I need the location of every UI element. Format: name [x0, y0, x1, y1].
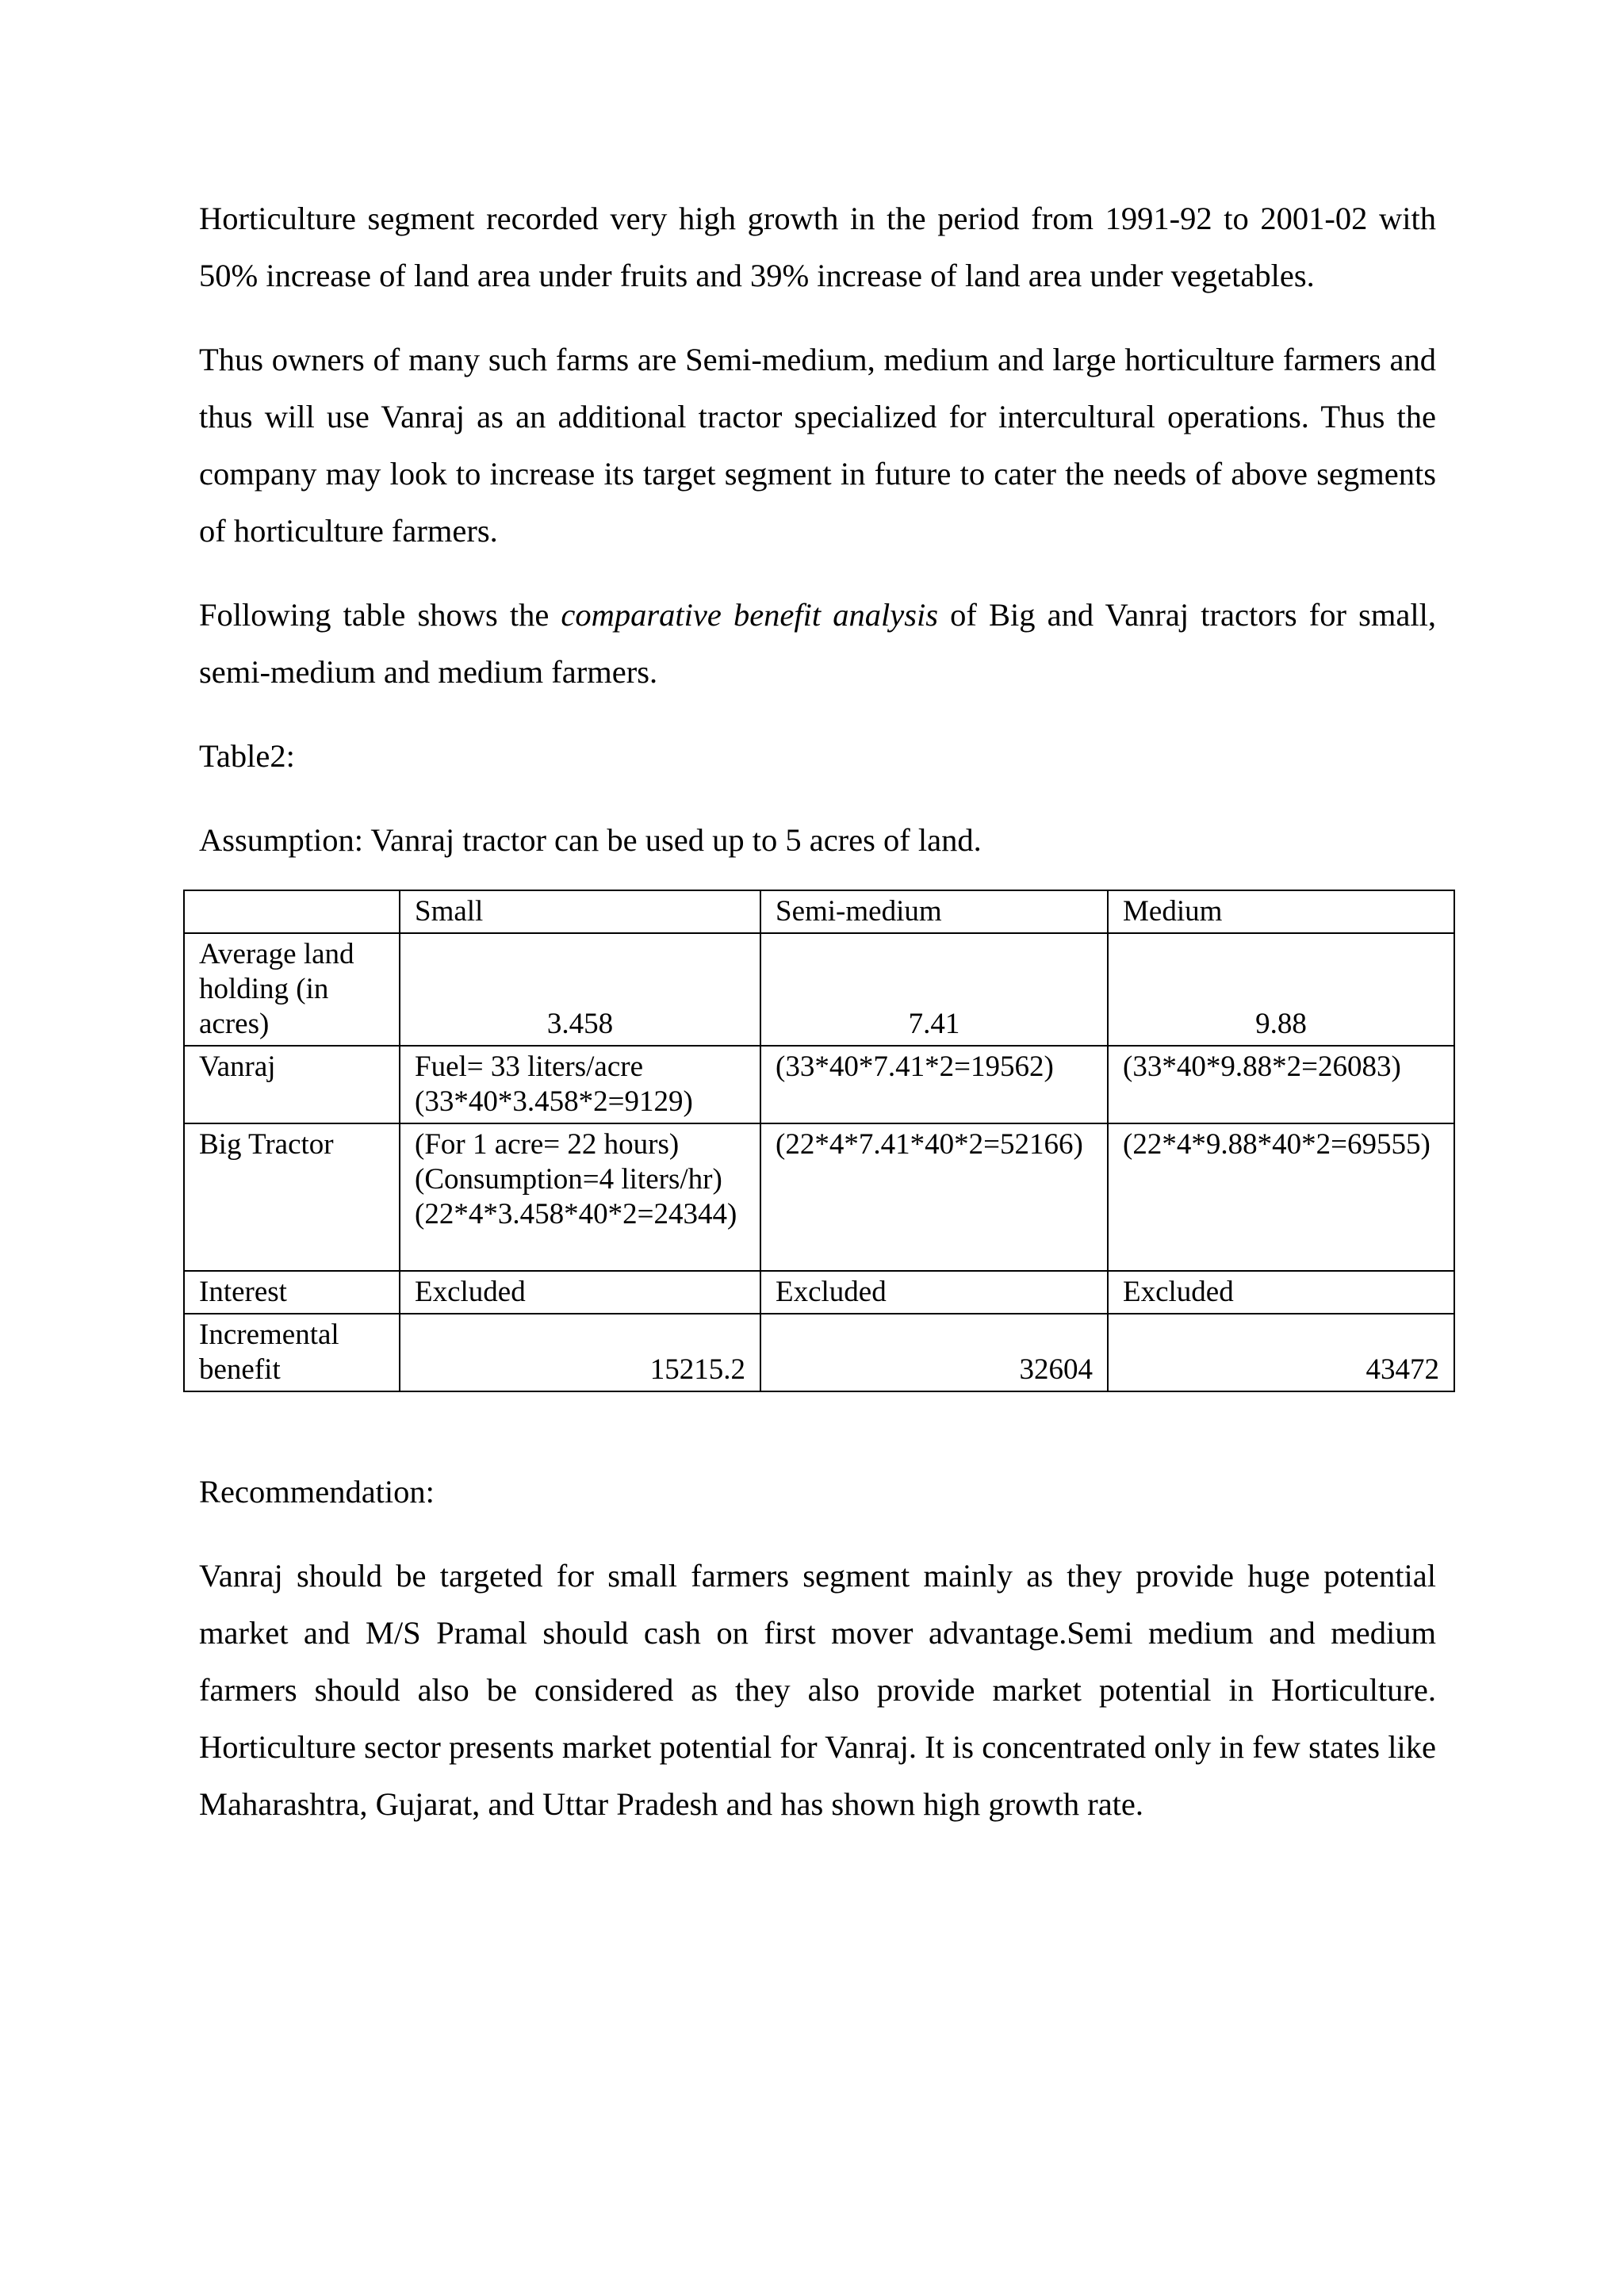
assumption-note: Assumption: Vanraj tractor can be used up to 5 acres of land.: [199, 822, 982, 858]
table-intro-text-end: of Big and Vanraj tractors for small, semi-medium and medium farmers.: [199, 597, 1437, 690]
paragraph-table-intro: [199, 587, 1436, 701]
paragraph-farm-owners: Thus owners of many such farms are Semi-medium, medium and large horticulture farmers and thus will use Vanraj as an additional tractor specialized for intercultural operations. Thus the company may look to increase its target segment in future to cater the needs of above segments of horticulture farmers.: [199, 342, 1436, 549]
recommendation-heading: Recommendation:: [199, 1474, 435, 1510]
table-cell: 7.41: [760, 933, 1108, 1046]
row-label-cell: [184, 1314, 400, 1391]
table-row-interest: [184, 1271, 1454, 1314]
table-cell: [400, 1046, 760, 1123]
table-row-big-tractor: [184, 1123, 1454, 1271]
table-cell: Excluded: [1108, 1271, 1454, 1314]
table-cell: 15215.2: [400, 1314, 760, 1391]
table-header-cell: Small: [400, 890, 760, 933]
row-label-line: holding (in: [199, 973, 329, 1005]
paragraph-horticulture-growth: Horticulture segment recorded very high growth in the period from 1991-92 to 2001-02 with 50% increase of land area under fruits and 39% increase of land area under vegetables.: [199, 201, 1436, 293]
table-cell: Excluded: [760, 1271, 1108, 1314]
recommendation-body: Vanraj should be targeted for small farmers segment mainly as they provide huge potential market and M/S Pramal should cash on first mover advantage.Semi medium and medium farmers should also be considered as they also provide market potential in Horticulture. Horticulture sector presents market potential for Vanraj. It is concentrated only in few states like Maharashtra, Gujarat, and Uttar Pradesh and has shown high growth rate.: [199, 1558, 1436, 1822]
table-row-vanraj: [184, 1046, 1454, 1123]
table-cell: (33*40*9.88*2=26083): [1108, 1046, 1454, 1123]
row-label-line: acres): [199, 1008, 270, 1040]
table-cell: Excluded: [400, 1271, 760, 1314]
table-intro-italic: comparative benefit analysis: [561, 597, 939, 633]
cell-line: (33*40*3.458*2=9129): [415, 1085, 693, 1118]
table-intro-text-start: Following table shows the: [199, 597, 561, 633]
table-header-cell: [184, 890, 400, 933]
cell-line: (22*4*3.458*40*2=24344): [415, 1198, 737, 1230]
table-cell: 43472: [1108, 1314, 1454, 1391]
table-header-row: [184, 890, 1454, 933]
table-cell: (33*40*7.41*2=19562): [760, 1046, 1108, 1123]
table-cell: 9.88: [1108, 933, 1454, 1046]
table-row-land-holding: [184, 933, 1454, 1046]
row-label-cell: Interest: [184, 1271, 400, 1314]
table-cell: 3.458: [400, 933, 760, 1046]
document-page: [199, 190, 1439, 1833]
table-label: Table2:: [199, 738, 295, 774]
table-header-cell: Semi-medium: [760, 890, 1108, 933]
row-label-cell: Big Tractor: [184, 1123, 400, 1271]
table-cell: (22*4*9.88*40*2=69555): [1108, 1123, 1454, 1271]
row-label-line: benefit: [199, 1353, 281, 1386]
table-cell: (22*4*7.41*40*2=52166): [760, 1123, 1108, 1271]
row-label-line: Incremental: [199, 1318, 339, 1351]
row-label-cell: Vanraj: [184, 1046, 400, 1123]
cell-line: (For 1 acre= 22 hours): [415, 1128, 680, 1161]
cell-line: Fuel= 33 liters/acre: [415, 1050, 643, 1083]
cell-line: (Consumption=4 liters/hr): [415, 1163, 722, 1196]
table-cell: 32604: [760, 1314, 1108, 1391]
table-cell: [400, 1123, 760, 1271]
row-label-line: Average land: [199, 938, 354, 970]
table-header-cell: Medium: [1108, 890, 1454, 933]
row-label-cell: [184, 933, 400, 1046]
table-row-incremental-benefit: [184, 1314, 1454, 1391]
comparative-benefit-table: [183, 890, 1455, 1392]
